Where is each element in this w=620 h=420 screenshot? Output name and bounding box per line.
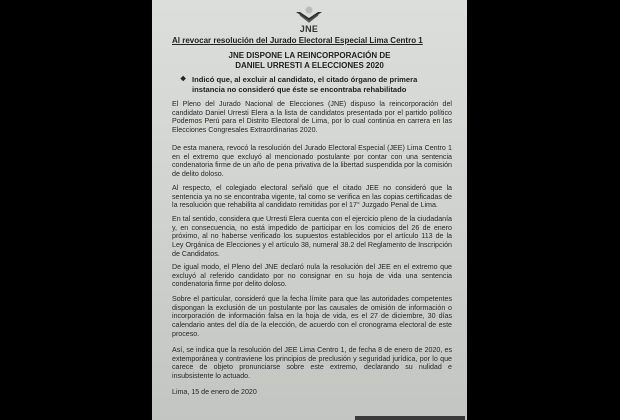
paragraph-3: Al respecto, el colegiado electoral señaló que el citado JEE no consideró que la sentencia ya no se encontraba vigente, tal como se verifica en las copias certificadas de la resolución que rehabilita al candidato remitidas por el 17° Juzgado Penal de Lima. — [172, 184, 452, 210]
diamond-bullet-icon: ❖ — [180, 76, 187, 83]
paragraph-2: De esta manera, revocó la resolución del Jurado Electoral Especial (JEE) Lima Centro 1 en el extremo que excluyó al mencionado postulante por contar con una sentencia condenatoria firme de un año de pena privativa de la libertad suspendida por la comisión de delito doloso. — [172, 144, 452, 179]
headline — [152, 51, 467, 71]
signoff-date: Lima, 15 de enero de 2020 — [172, 388, 257, 396]
summary-bullet — [180, 75, 450, 94]
headline-line-1: JNE DISPONE LA REINCORPORACIÓN DE — [228, 51, 391, 60]
paragraph-5: De igual modo, el Pleno del JNE declaró nula la resolución del JEE en el extremo que excluyó al referido candidato por no consignar en su hoja de vida una sentencia condenatoria firme por delito doloso. — [172, 263, 452, 289]
jne-emblem-icon — [294, 6, 324, 24]
bullet-text: Indicó que, al excluir al candidato, el citado órgano de primera instancia no consideró que éste se encontraba rehabilitado — [192, 75, 418, 94]
kicker-line: Al revocar resolución del Jurado Electoral Especial Lima Centro 1 — [172, 36, 423, 45]
paragraph-6: Sobre el particular, consideró que la fecha límite para que las autoridades competentes dispongan la exclusión de un postulante por las causales de omisión de información o incorporación de información falsa en la hoja de vida, es el 27 de diciembre, 30 días calendario antes del día de la elección, de acuerdo con el cronograma electoral de este proceso. — [172, 295, 452, 338]
paragraph-7: Así, se indica que la resolución del JEE Lima Centro 1, de fecha 8 de enero de 2020, es extemporánea y contraviene los principios de preclusión y seguridad jurídica, por lo que carece de objeto pronunciarse sobre este extremo, declarando su nulidad e insubsistente lo actuado. — [172, 346, 452, 381]
press-release-page — [152, 0, 467, 420]
jne-logo — [284, 6, 334, 38]
paragraph-4: En tal sentido, considera que Urresti Elera cuenta con el ejercicio pleno de la ciudadanía y, en consecuencia, no está impedido de participar en los comicios del 26 de enero próximo, al no haberse verificado los supuestos establecidos por el artículo 113 de la Ley Orgánica de Elecciones y el artículo 38, numeral 38.2 del Reglamento de Inscripción de Candidatos. — [172, 215, 452, 258]
headline-line-2: DANIEL URRESTI A ELECCIONES 2020 — [235, 61, 384, 70]
paragraph-1: El Pleno del Jurado Nacional de Elecciones (JNE) dispuso la reincorporación del candidato Daniel Urresti Elera a la lista de candidatos presentada por el partido político Podemos Perú para el Distrito Electoral de Lima, por lo cual continúa en carrera en las Elecciones Congresales Extraordinarias 2020. — [172, 100, 452, 135]
bottom-shadow — [355, 416, 465, 420]
logo-text: JNE — [299, 24, 319, 34]
